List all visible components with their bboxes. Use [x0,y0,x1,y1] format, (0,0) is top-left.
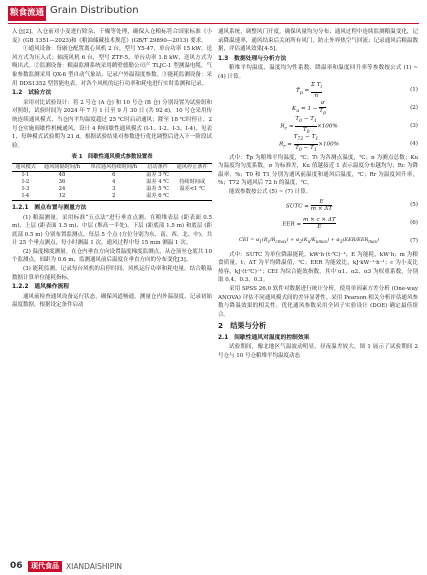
table-header: 通风间隔时间/h [39,163,85,171]
table-header: 通风模式 [12,163,39,171]
left-column [12,28,212,310]
right-column [218,28,418,361]
section-heading: 2 结果与分析 [218,321,267,331]
equation-4: $R_r$ = $\frac{T_{72} - T_1}{T_0 - T_1}$ ×100% (4) [278,134,418,154]
section-heading: 1.2 试验方法 [12,90,52,97]
table-row: I-3 24 3 温差 5 ℃ 温差<1 ℃ [22,185,205,192]
paragraph: 入仓[2]。入仓前对小麦进行除杂、干燥等处理，确保入仓粮标符合国家标准《小麦》(GB 1351—2023)和《粮油储藏技术规范》(GB/T 29890—2013) 要求。 [12,29,212,44]
paragraph: 通风前检查通风设备运行状态，确保风道畅通，测量仓内外温湿度，记录初始温度数据。根据设定条件启动 [12,293,212,309]
paragraph: (1) 粮温测量。采用标准“五点法”进行垂直点测，在粮堆表层 (距表面 0.5 m)、上层 (距表面 1.5 m)、中层 (堆高一半处)、下层 (距底部 1.5 m) 和底层 (距底部 0.5 m) 分别布置监测点，每层 5 个点 (方位分别为东、南、西、北、中)，共计 25 个垂点测点，每小时测温 1 次，通风过程中每 15 min 测温 1 次。 [12,214,212,247]
paragraph: (2) 温度梯度测量。在仓内垂直方向设置温度梯度监测点，从仓顶至仓底共 10 个监测点，间距为 0.6 m，监测通风前后温度在垂直方向的分布变化[3]。 [12,248,212,264]
paragraph: 式中：T̄p 为粮堆平均温度，℃；Ti 为各测点温度，℃；n 为测点总数；Ku 为温度均匀度系数，σ 为标准差，Ku 值越接近 1 表示温度分布越均匀；Rc 为降温率，%；T0 和 T1 分别为通风前温度和通风后温度，℃；Rr 为温度回升率，%；T72 为通风后 72 h 的温度，℃。 [218,154,418,187]
table-caption: 表 1 间歇性通风模式参数设置表 [71,154,153,161]
table-row: I-1 48 6 温差 3 ℃ [22,171,169,178]
paragraph: 试验期间，豫北地区气温波动明显，昼夜温差较大，图 1 展示了试验期间 2 号仓与 10 号仓粮堆平均温度动态 [218,344,418,360]
table-header: 启动条件 [143,163,173,171]
table-row: I-4 12 2 温差 6 ℃ [12,193,212,201]
equation-5: SUTC = $\frac{E}{m \times \Delta T}$ (5) [285,198,418,213]
section-tag: 粮食流通 [8,6,46,21]
equation-6: EER = $\frac{m \times c \times \Delta T}{E}$ (6) [282,216,418,231]
table-header: 通风停止条件 [172,163,212,171]
page-number: 06 [10,561,23,571]
page-header [0,0,427,26]
paragraph: 采用对比试验设计：将 2 号仓 (A 仓) 和 10 号仓 (B 仓) 分别设置为试验组和对照组，试验时间为 2024 年 7 月 1 日至 9 月 30 日 (共 92 d)，10 号仓采用传统连续通风模式，当仓内平均温度超过 25 ℃时启动通风；降至 18 ℃时停止。2 号仓实施间歇性机械通风，设计 4 种间歇性通风模式 (I-1、I-2、I-3、I-4)，见表 1，每种模式试验期为 21 d。根据试验结果对参数进行优化调整后进入下一阶段试验。 [12,99,212,149]
section-heading: 2.1 间歇性通风对温度的控制效果 [218,334,310,341]
page-footer [0,558,427,575]
table-header: 单次通风持续时间/h [85,163,143,171]
paragraph: 通风系统，调整风门开度，确保风量均匀分布；通风过程中连续监测粮温变化，记录降温速率，通风结束后关闭所有风门，防止外界热空气回流；记录通风后粮温数据，评估通风效果[4-5]。 [218,29,418,53]
paragraph: 能效参数按公式 (5) ~ (7) 计算。 [229,188,312,195]
section-heading: 1.2.1 测点布置与测量方法 [12,204,87,211]
paragraph: (3) 能耗监测。记录每台风机的启停时间、风机运行功率和耗电量，结合粮温数据计算单位能耗指标。 [12,266,212,281]
paragraph: 粮堆平均温度、温度均匀性系数、降温率和温度回升率等参数按公式 (1) ~ (4) 计算。 [218,65,418,80]
equation-7: CEI = $\alpha_1(R_c/R_{cmax}) + \alpha_2(K_u/K_{umax}) + \alpha_3(EER/EER_{max})$ (7) [239,237,418,245]
section-heading: 1.2.2 通风操作流程 [12,284,70,291]
paragraph: 采用 SPSS 26.0 软件对数据进行统计分析，使用单因素方差分析 (One-way ANOVA) 评估不同通风模式间的差异显著性。采用 Pearson 相关分析评估通风参数与降温效果的相关性。优化通风参数采用全因子实验设计 (DOE) 确定最佳组合。 [218,285,418,318]
journal-brand: 现代食品 [28,561,62,572]
equation-3: $R_c$ = $\frac{T_0 - T_1}{T_0}$ ×100% (3) [280,116,418,136]
paragraph: ①通风设备：每廒仓配置离心风机 2 台，型号 Y5-47，单台功率 15 kW，送风方式为压入式；轴流风机 6 台，型号 ZTF-5，单台功率 1.8 kW，送风方式为吸出式。②监测设备：粮温监测系统采用鹤壁德勤公司产 TLJC-1 型测温电缆，气象参数监测采用 QX-6 型自动气象站，记录户外温湿度参数。③能耗监测设备：采用 DDS1352 型智能电表，对各个风机的运行功率和耗电进行实时监测和记录。 [12,46,212,87]
section-title: Grain Distribution [50,5,139,16]
journal-brand-en: XIANDAISHIPIN [66,562,123,571]
table-row: I-2 36 4 温差 4 ℃ 持续时间或 [22,178,206,185]
paragraph: 式中：SUTC 为单位降温能耗，kW·h·(t·℃)⁻¹；E 为能耗，kW·h；m 为粮食质量，t；ΔT 为平均降温值，℃；EER 为能效比，kJ·kW⁻¹·h⁻¹；c 为小麦比热容，kJ·(t·℃)⁻¹；CEI 为综合能效指数，其中 α1、α2、α3 为权重系数，分别取 0.4、0.3、0.3。 [218,251,418,284]
header-rule [8,23,419,24]
section-heading: 1.3 数据处理与分析方法 [218,55,287,62]
equation-1: $T̄_p$ = $\frac{\Sigma T_i}{n}$ (1) [296,82,418,99]
ventilation-mode-table [12,163,212,201]
equation-2: $K_u = 1$ − $\frac{\sigma}{T̄_p}$ (2) [292,100,418,116]
